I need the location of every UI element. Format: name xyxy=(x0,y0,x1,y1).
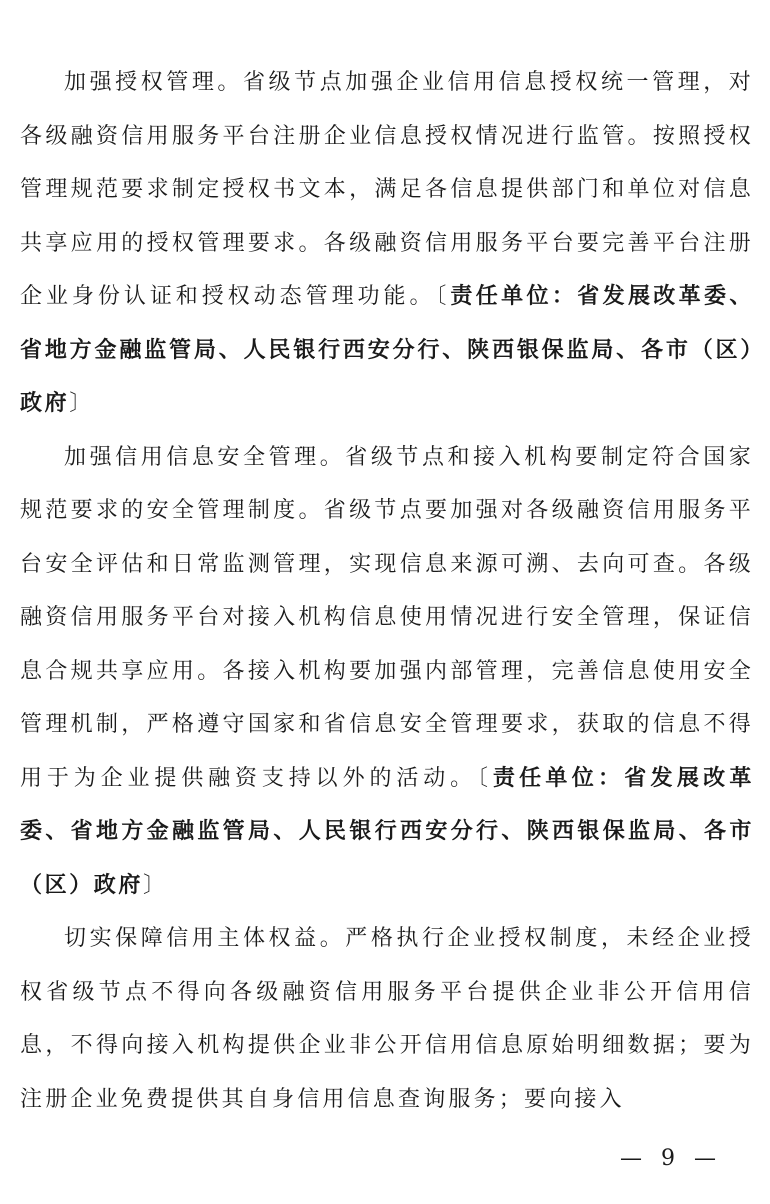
closing-bracket: 〕 xyxy=(69,391,95,416)
page-number: — 9 — xyxy=(620,1146,722,1171)
responsibility-units: 责任单位：省发展改革委、省地方金融监管局、人民银行西安分行、陕西银保监局、各市（区）政府 xyxy=(20,284,754,416)
page-footer xyxy=(0,1146,770,1176)
paragraph-authorization-management xyxy=(20,56,754,431)
body-text xyxy=(20,56,754,1126)
paragraph-text: 切实保障信用主体权益。严格执行企业授权制度，未经企业授权省级节点不得向各级融资信用服务平台提供企业非公开信用信息，不得向接入机构提供企业非公开信用信息原始明细数据；要为注册企业免费提供其自身信用信息查询服务；要向接入 xyxy=(20,926,754,1112)
paragraph-security-management xyxy=(20,431,754,913)
paragraph-subject-rights xyxy=(20,912,754,1126)
paragraph-text: 加强信用信息安全管理。省级节点和接入机构要制定符合国家规范要求的安全管理制度。省级节点要加强对各级融资信用服务平台安全评估和日常监测管理，实现信息来源可溯、去向可查。各级融资信用服务平台对接入机构信息使用情况进行安全管理，保证信息合规共享应用。各接入机构要加强内部管理，完善信息使用安全管理机制，严格遵守国家和省信息安全管理要求，获取的信息不得用于为企业提供融资支持以外的活动。〔 xyxy=(20,444,754,791)
paragraph-text: 加强授权管理。省级节点加强企业信用信息授权统一管理，对各级融资信用服务平台注册企业信息授权情况进行监管。按照授权管理规范要求制定授权书文本，满足各信息提供部门和单位对信息共享应用的授权管理要求。各级融资信用服务平台要完善平台注册企业身份认证和授权动态管理功能。〔 xyxy=(20,70,754,309)
responsibility-units: 责任单位：省发展改革委、省地方金融监管局、人民银行西安分行、陕西银保监局、各市（区）政府 xyxy=(20,765,754,898)
closing-bracket: 〕 xyxy=(143,872,169,898)
